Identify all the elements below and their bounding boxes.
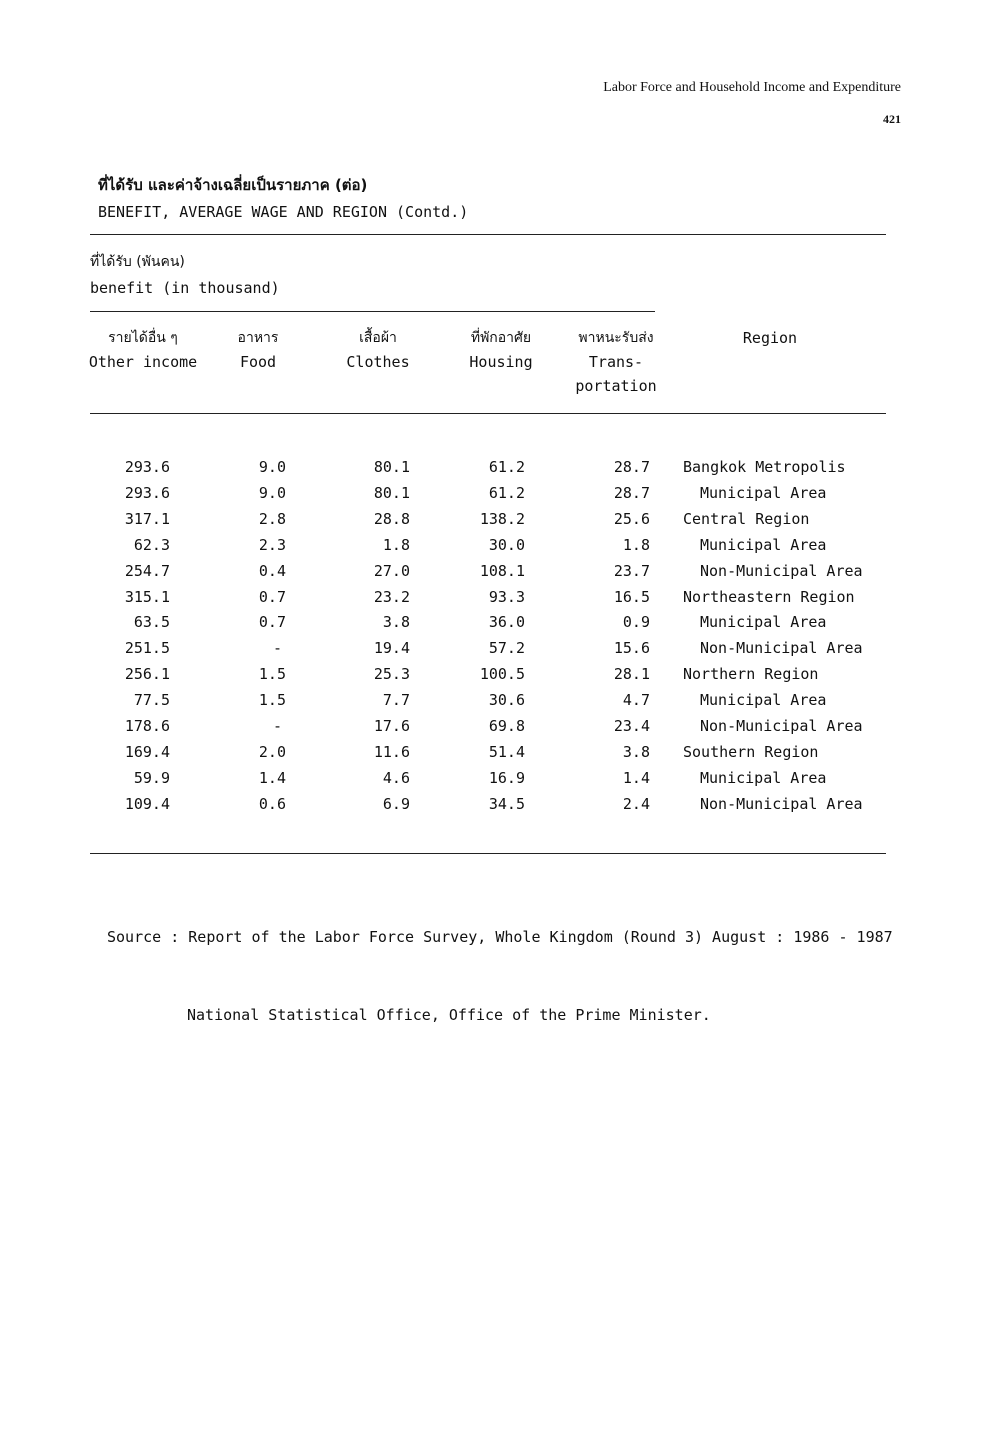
cell-other-income: 62.3 (133, 535, 170, 554)
cell-clothes: 17.6 (373, 717, 410, 735)
cell-clothes: 28.8 (373, 509, 410, 528)
cell-other-income: 77.5 (133, 691, 170, 710)
cell-clothes: 80.1 (373, 483, 410, 502)
cell-clothes: 23.2 (373, 587, 410, 606)
cell-housing: 30.0 (488, 535, 525, 554)
cell-housing: 61.2 (488, 458, 525, 476)
cell-other-income: 315.1 (124, 587, 170, 606)
column-header (546, 326, 686, 398)
cell-food: 9.0 (258, 458, 286, 476)
cell-other-income: 59.9 (133, 768, 170, 787)
column-header-english: Trans- (588, 353, 644, 371)
cell-food: 2.0 (258, 742, 286, 761)
column-header-thai: รายได้อื่น ๆ (108, 330, 178, 346)
cell-food: 2.8 (258, 509, 286, 528)
cell-transportation: 15.6 (613, 639, 650, 658)
cell-food: 0.7 (258, 587, 286, 606)
table-title-thai: ที่ได้รับ และค่าจ้างเฉลี่ยเป็นรายภาค (ต่อ) (98, 176, 368, 194)
table-subtitle-thai: ที่ได้รับ (พันคน) (90, 254, 185, 270)
cell-clothes: 4.6 (382, 768, 410, 787)
source-line-1: Source : Report of the Labor Force Survey, Whole Kingdom (Round 3) August : 1986 - 1987 (107, 928, 893, 946)
cell-transportation: 23.4 (613, 717, 650, 735)
column-header-english: Housing (469, 353, 533, 371)
cell-other-income: 293.6 (124, 458, 170, 476)
column-header (308, 326, 448, 374)
cell-food: 0.4 (258, 561, 286, 580)
cell-other-income: 251.5 (124, 639, 170, 658)
column-header-thai: พาหนะรับส่ง (578, 330, 654, 346)
cell-region: Non-Municipal Area (700, 639, 863, 658)
rule-bottom (90, 853, 886, 854)
cell-region: Non-Municipal Area (700, 561, 863, 580)
cell-transportation: 28.7 (613, 458, 650, 476)
cell-region: Southern Region (683, 742, 819, 761)
cell-clothes: 3.8 (382, 613, 410, 632)
cell-transportation: 16.5 (613, 587, 650, 606)
cell-transportation: 1.8 (622, 535, 650, 554)
cell-region: Municipal Area (700, 613, 827, 632)
cell-clothes: 7.7 (382, 691, 410, 710)
column-header-english: Food (239, 353, 277, 371)
cell-housing: 61.2 (488, 483, 525, 502)
table-title-english: BENEFIT, AVERAGE WAGE AND REGION (Contd.) (98, 203, 469, 221)
cell-region: Northern Region (683, 665, 819, 684)
rule-top (90, 234, 886, 235)
cell-transportation: 4.7 (622, 691, 650, 710)
cell-region: Municipal Area (700, 768, 827, 787)
cell-transportation: 0.9 (622, 613, 650, 632)
table-subtitle-english: benefit (in thousand) (90, 279, 280, 297)
cell-other-income: 256.1 (124, 665, 170, 684)
table-title (98, 172, 468, 226)
source-note (107, 872, 893, 1054)
cell-clothes: 19.4 (373, 639, 410, 658)
column-header-thai: เสื้อผ้า (359, 330, 397, 346)
cell-housing: 138.2 (479, 509, 525, 528)
rule-header-bottom (90, 413, 886, 414)
cell-region: Central Region (683, 509, 810, 528)
cell-housing: 100.5 (479, 665, 525, 684)
cell-other-income: 293.6 (124, 483, 170, 502)
cell-food: 1.4 (258, 768, 286, 787)
cell-other-income: 63.5 (133, 613, 170, 632)
cell-other-income: 169.4 (124, 742, 170, 761)
cell-transportation: 28.7 (613, 483, 650, 502)
cell-clothes: 11.6 (373, 742, 410, 761)
cell-region: Bangkok Metropolis (683, 458, 846, 476)
cell-housing: 57.2 (488, 639, 525, 658)
cell-transportation: 1.4 (622, 768, 650, 787)
cell-transportation: 28.1 (613, 665, 650, 684)
cell-region: Northeastern Region (683, 587, 855, 606)
column-header-english: Other income (88, 353, 198, 371)
cell-other-income: 178.6 (124, 717, 170, 735)
cell-other-income: 254.7 (124, 561, 170, 580)
column-header-english: Clothes (346, 353, 410, 371)
cell-clothes: 80.1 (373, 458, 410, 476)
cell-other-income: 317.1 (124, 509, 170, 528)
source-line-2: National Statistical Office, Office of the Prime Minister. (187, 1006, 711, 1024)
cell-region: Non-Municipal Area (700, 717, 863, 735)
cell-clothes: 1.8 (382, 535, 410, 554)
cell-other-income: 109.4 (124, 794, 170, 813)
cell-food: 1.5 (258, 665, 286, 684)
cell-transportation: 3.8 (622, 742, 650, 761)
cell-food: 1.5 (258, 691, 286, 710)
cell-housing: 69.8 (488, 717, 525, 735)
column-header-thai: ที่พักอาศัย (470, 330, 532, 346)
cell-food: 2.3 (258, 535, 286, 554)
cell-transportation: 2.4 (622, 794, 650, 813)
rule-spanner (90, 311, 655, 312)
cell-food: - (272, 639, 282, 658)
page-number: 421 (883, 112, 901, 126)
cell-clothes: 25.3 (373, 665, 410, 684)
cell-region: Non-Municipal Area (700, 794, 863, 813)
cell-food: 0.6 (258, 794, 286, 813)
column-header (188, 326, 328, 374)
cell-housing: 51.4 (488, 742, 525, 761)
cell-housing: 16.9 (488, 768, 525, 787)
column-header-english-line2: portation (575, 377, 657, 395)
cell-region: Municipal Area (700, 535, 827, 554)
table-subtitle (90, 249, 280, 301)
cell-housing: 108.1 (479, 561, 525, 580)
cell-clothes: 6.9 (382, 794, 410, 813)
cell-food: 9.0 (258, 483, 286, 502)
cell-housing: 34.5 (488, 794, 525, 813)
region-header: Region (742, 329, 798, 347)
cell-region: Municipal Area (700, 691, 827, 710)
cell-housing: 93.3 (488, 587, 525, 606)
cell-transportation: 23.7 (613, 561, 650, 580)
cell-region: Municipal Area (700, 483, 827, 502)
running-title: Labor Force and Household Income and Expenditure (603, 80, 901, 95)
cell-housing: 36.0 (488, 613, 525, 632)
cell-food: - (272, 717, 282, 735)
cell-transportation: 25.6 (613, 509, 650, 528)
column-header-thai: อาหาร (237, 330, 279, 346)
cell-food: 0.7 (258, 613, 286, 632)
cell-housing: 30.6 (488, 691, 525, 710)
cell-clothes: 27.0 (373, 561, 410, 580)
